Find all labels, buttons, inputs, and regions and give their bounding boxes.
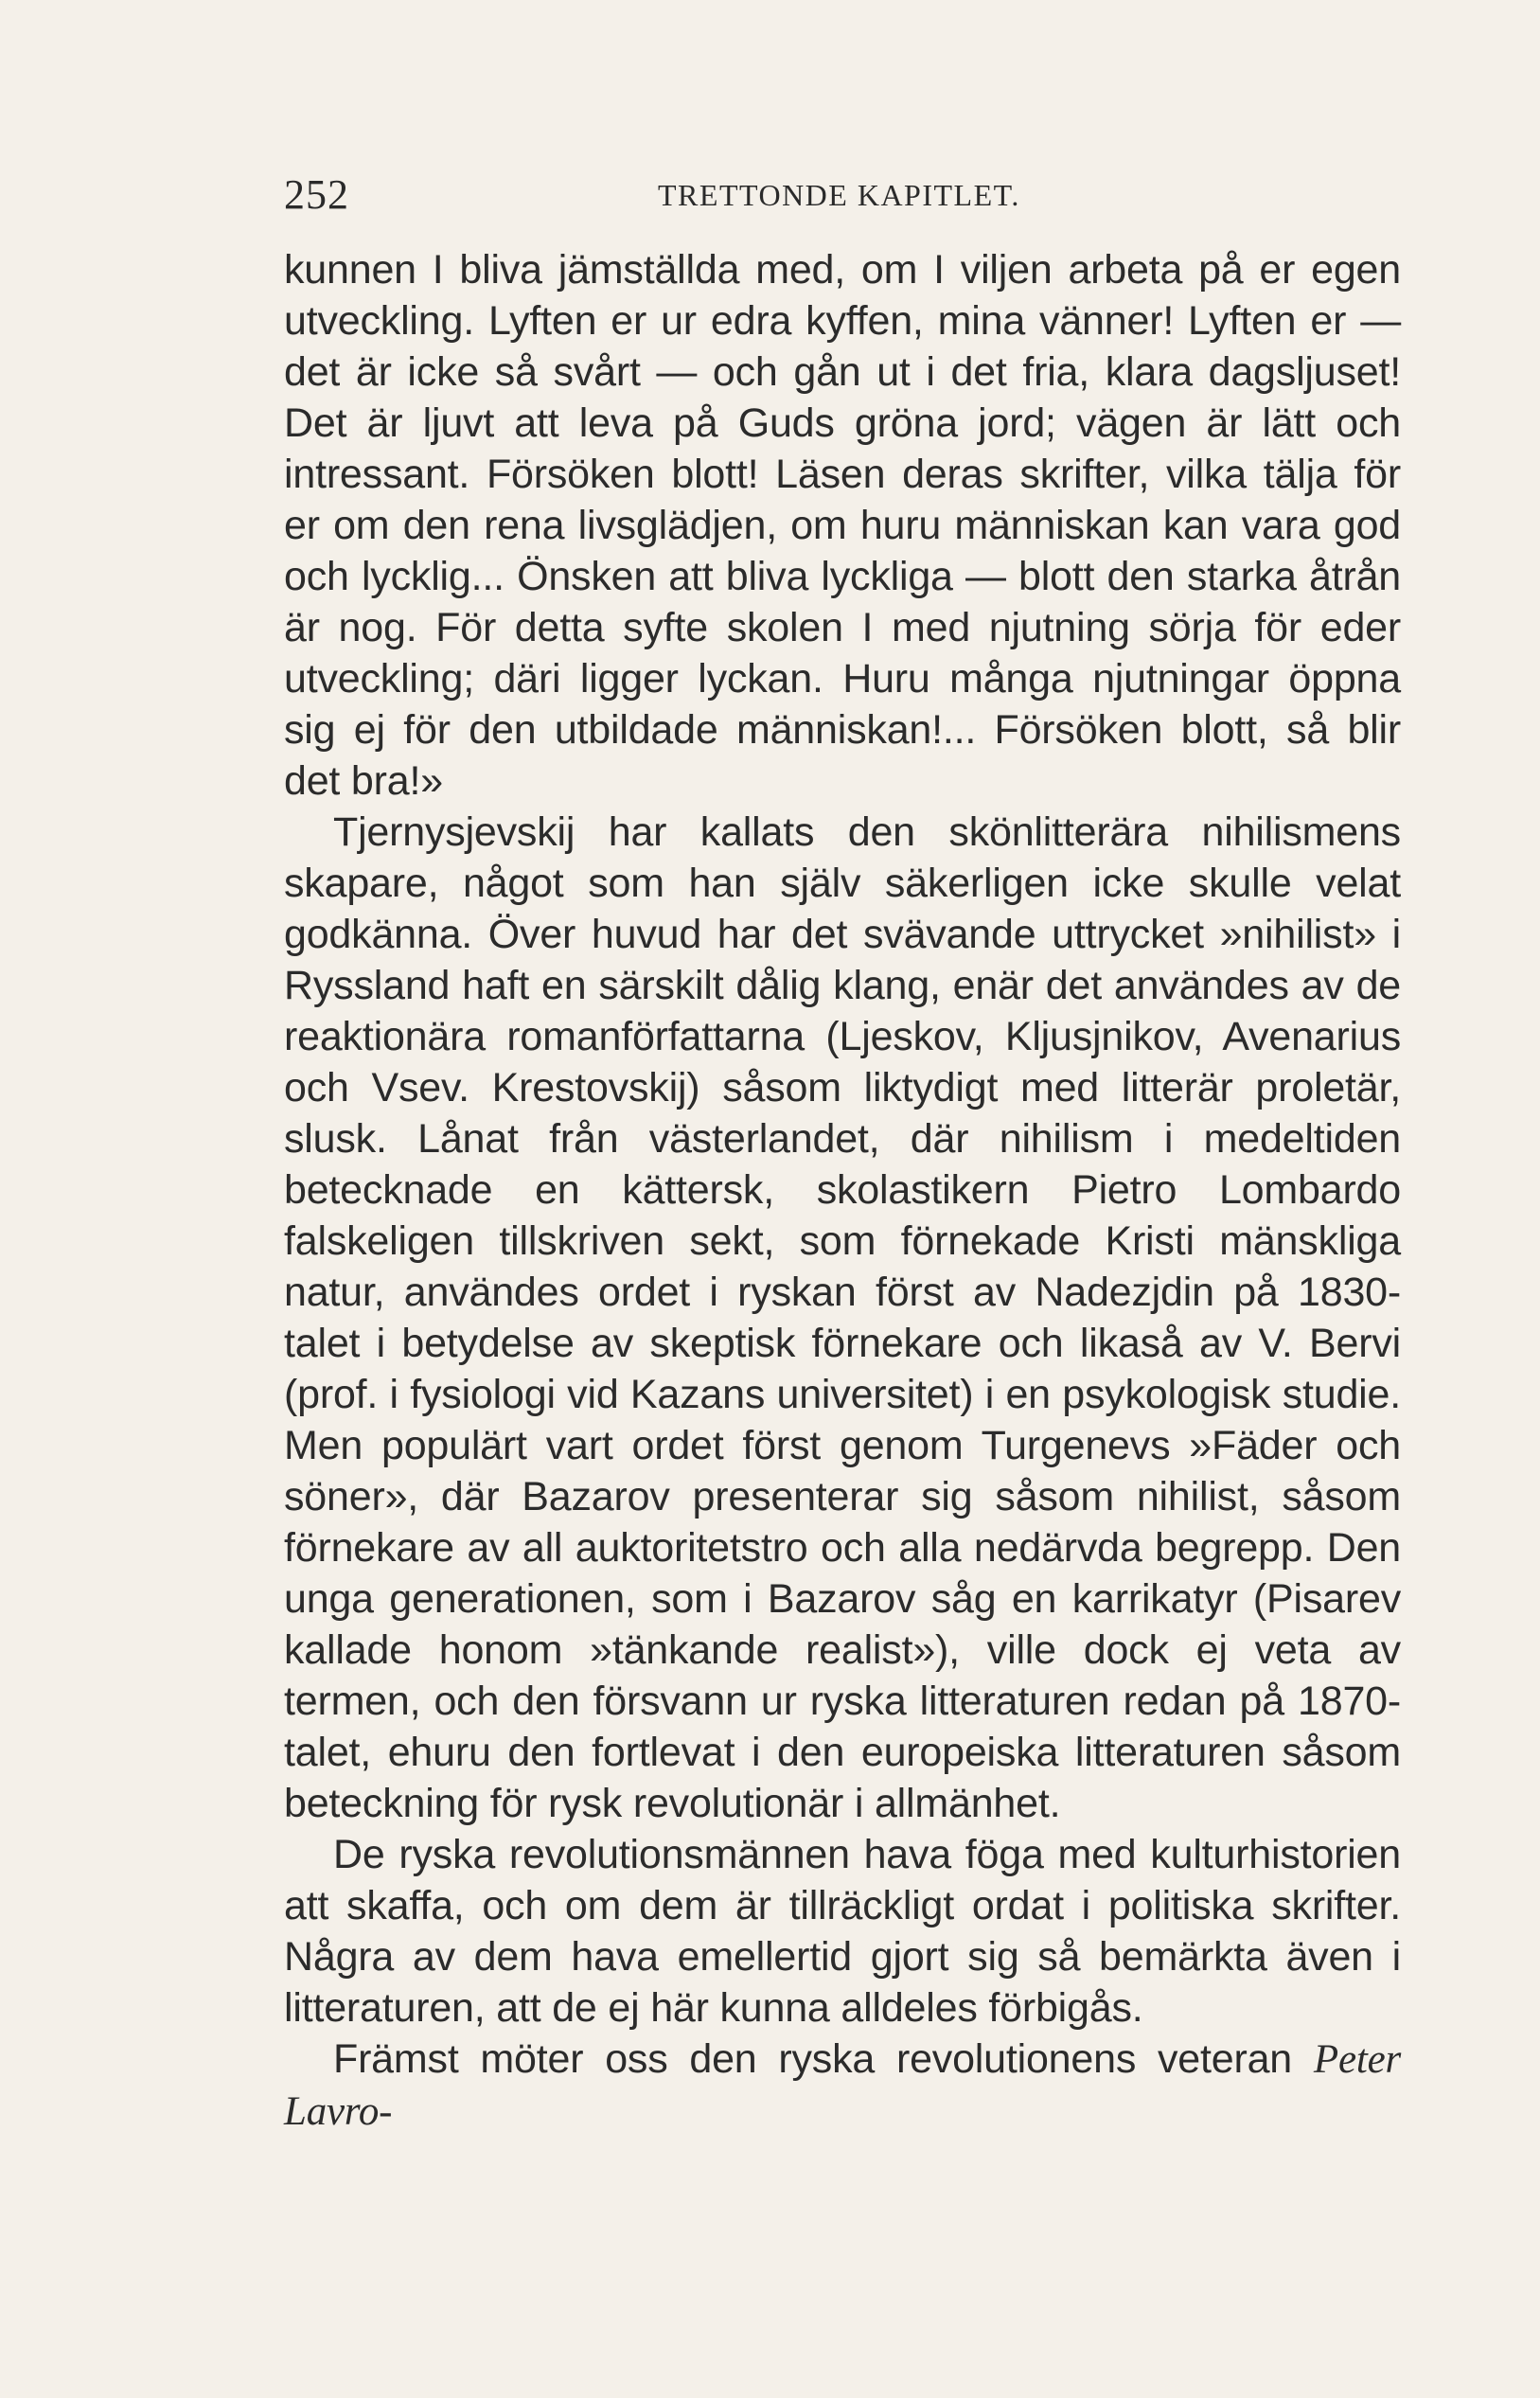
body-text <box>284 244 1401 2138</box>
running-head: TRETTONDE KAPITLET. <box>658 178 1020 212</box>
paragraph-1: kunnen I bliva jämställda med, om I viljen arbeta på er egen utveckling. Lyften er ur edra kyffen, mina vänner! Lyften er — det är icke så svårt — och gån ut i det fria, klara dagsljuset! Det är ljuvt att leva på Guds gröna jord; vägen är lätt och intressant. Försöken blott! Läsen deras skrifter, vilka tälja för er om den rena livsglädjen, om huru människan kan vara god och lycklig... Önsken att bliva lyckliga — blott den starka åtrån är nog. För detta syfte skolen I med njutning sörja för eder utveckling; däri ligger lyckan. Huru många njutningar öppna sig ej för den utbildade människan!... Försöken blott, så blir det bra!» <box>284 247 1401 804</box>
paragraph-3: De ryska revolutionsmännen hava föga med kulturhistorien att skaffa, och om dem är tillräckligt ordat i politiska skrifter. Några av dem hava emellertid gjort sig så bemärkta även i litteraturen, att de ej här kunna alldeles förbigås. <box>284 1832 1401 2031</box>
page-number: 252 <box>284 171 349 218</box>
page-header <box>284 170 1401 227</box>
paragraph-2: Tjernysjevskij har kallats den skönlitterära nihilismens skapare, något som han själv säkerligen icke skulle velat godkänna. Över huvud har det svävande uttrycket »nihilist» i Ryssland haft en särskilt dålig klang, enär det användes av de reaktionära romanförfattarna (Ljeskov, Kljusjnikov, Avenarius och Vsev. Krestovskij) såsom liktydigt med litterär proletär, slusk. Lånat från västerlandet, där nihilism i medeltiden betecknade en kättersk, skolastikern Pietro Lombardo falskeligen tillskriven sekt, som förnekade Kristi mänskliga natur, användes ordet i ryskan först av Nadezjdin på 1830-talet i betydelse av skeptisk förnekare och likaså av V. Bervi (prof. i fysiologi vid Kazans universitet) i en psykologisk studie. Men populärt vart ordet först genom Turgenevs »Fäder och söner», där Bazarov presenterar sig såsom nihilist, såsom förnekare av all auktoritetstro och alla nedärvda begrepp. Den unga generationen, som i Bazarov såg en karrikatyr (Pisarev kallade honom »tänkande realist»), ville dock ej veta av termen, och den försvann ur ryska litteraturen redan på 1870-talet, ehuru den fortlevat i den europeiska litteraturen såsom beteckning för rysk revolutionär i allmänhet. <box>284 809 1401 1826</box>
paragraph-4 <box>284 2034 1401 2138</box>
paragraph-4-text: Främst möter oss den ryska revolutionens veteran <box>333 2036 1314 2082</box>
paragraph-4-italic-name: Peter Lavro- <box>284 2037 1401 2134</box>
